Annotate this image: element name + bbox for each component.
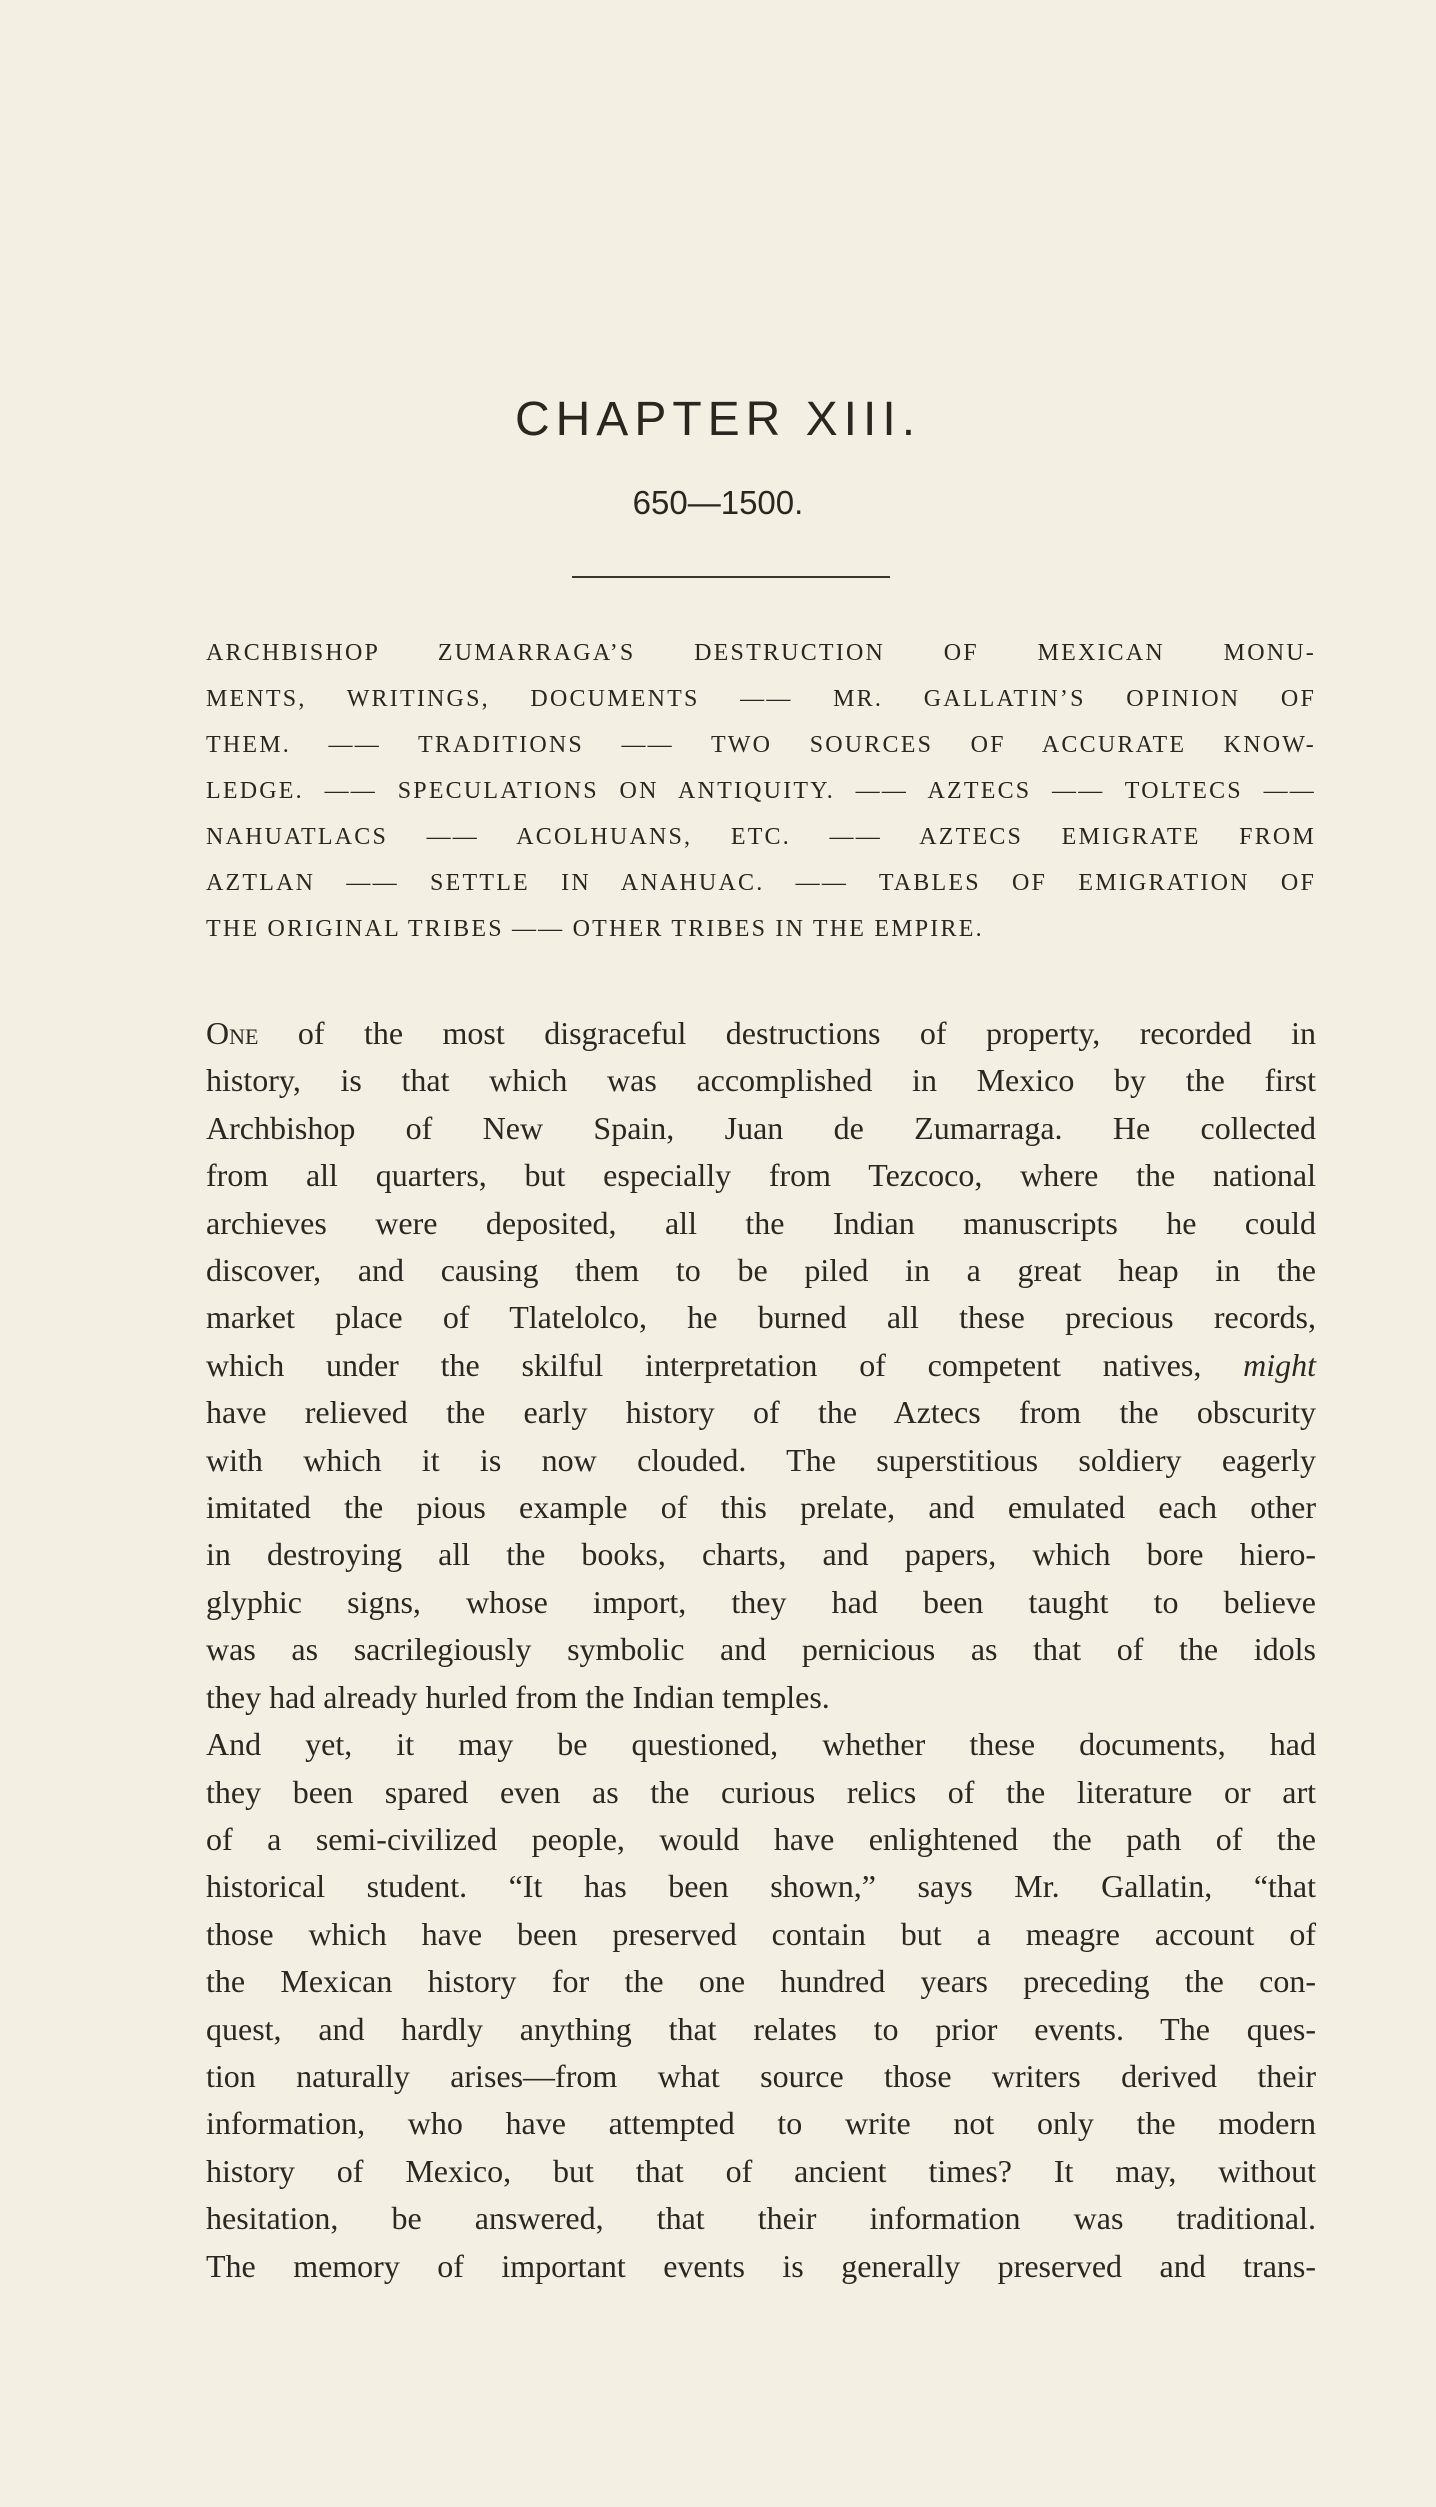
text-line: they had already hurled from the Indian temples. — [206, 1678, 830, 1715]
text-line: the Mexican history for the one hundred years preceding the con- — [206, 1963, 1316, 2000]
chapter-title: CHAPTER XIII. — [514, 393, 922, 446]
text-line: they been spared even as the curious relics of the literature or art — [206, 1773, 1316, 1810]
text-line: have relieved the early history of the Aztecs from the obscurity — [206, 1394, 1316, 1431]
text-line: with which it is now clouded. The superstitious soldiery eagerly — [206, 1441, 1316, 1478]
summary-line: AZTLAN —— SETTLE IN ANAHUAC. —— TABLES OF EMIGRATION OF — [206, 870, 1316, 896]
summary-line: MENTS, WRITINGS, DOCUMENTS —— MR. GALLATIN’S OPINION OF — [206, 686, 1316, 712]
text-line: Archbishop of New Spain, Juan de Zumarraga. He collected — [206, 1109, 1316, 1146]
chapter-summary — [206, 630, 1316, 952]
text-line: tion naturally arises—from what source those writers derived their — [206, 2057, 1316, 2094]
text-line: from all quarters, but especially from Tezcoco, where the national — [206, 1157, 1316, 1194]
text-line: And yet, it may be questioned, whether these documents, had — [206, 1726, 1316, 1763]
text-line: market place of Tlatelolco, he burned all these precious records, — [206, 1299, 1316, 1336]
text-line: glyphic signs, whose import, they had been taught to believe — [206, 1583, 1316, 1620]
summary-line: THEM. —— TRADITIONS —— TWO SOURCES OF ACCURATE KNOW- — [206, 732, 1316, 758]
text-line: of a semi-civilized people, would have enlightened the path of the — [206, 1820, 1316, 1857]
text-line: historical student. “It has been shown,” says Mr. Gallatin, “that — [206, 1868, 1316, 1905]
text-line: was as sacrilegiously symbolic and pernicious as that of the idols — [206, 1631, 1316, 1668]
text-line: history, is that which was accomplished in Mexico by the first — [206, 1062, 1316, 1099]
chapter-date-range: 650—1500. — [632, 484, 804, 521]
summary-line: NAHUATLACS —— ACOLHUANS, ETC. —— AZTECS EMIGRATE FROM — [206, 824, 1316, 850]
text-line: discover, and causing them to be piled in a great heap in the — [206, 1252, 1316, 1289]
lead-word: One — [206, 1015, 259, 1051]
section-divider — [572, 576, 890, 578]
text-line: imitated the pious example of this prelate, and emulated each other — [206, 1489, 1316, 1526]
paragraph-2 — [206, 1721, 1316, 2290]
text-line: hesitation, be answered, that their information was traditional. — [206, 2200, 1316, 2237]
summary-line: THE ORIGINAL TRIBES —— OTHER TRIBES IN THE EMPIRE. — [206, 916, 984, 942]
text-line: One of the most disgraceful destructions of property, recorded in — [206, 1015, 1316, 1051]
text-line: The memory of important events is generally preserved and trans- — [206, 2247, 1316, 2284]
text-line: in destroying all the books, charts, and papers, which bore hiero- — [206, 1536, 1316, 1573]
text-line: those which have been preserved contain but a meagre account of — [206, 1915, 1316, 1952]
summary-line: LEDGE. —— SPECULATIONS ON ANTIQUITY. —— AZTECS —— TOLTECS —— — [206, 778, 1316, 804]
text-line: which under the skilful interpretation of competent natives, might — [206, 1346, 1317, 1383]
summary-line: ARCHBISHOP ZUMARRAGA’S DESTRUCTION OF MEXICAN MONU- — [206, 640, 1316, 666]
text-line: archieves were deposited, all the Indian manuscripts he could — [206, 1204, 1316, 1241]
emphasis-word: might — [1243, 1346, 1317, 1383]
text-line: information, who have attempted to write not only the modern — [206, 2105, 1316, 2142]
text-line: history of Mexico, but that of ancient times? It may, without — [206, 2152, 1316, 2189]
body-text — [206, 1010, 1316, 2290]
paragraph-1 — [206, 1010, 1316, 1721]
text-line: quest, and hardly anything that relates to prior events. The ques- — [206, 2010, 1316, 2047]
